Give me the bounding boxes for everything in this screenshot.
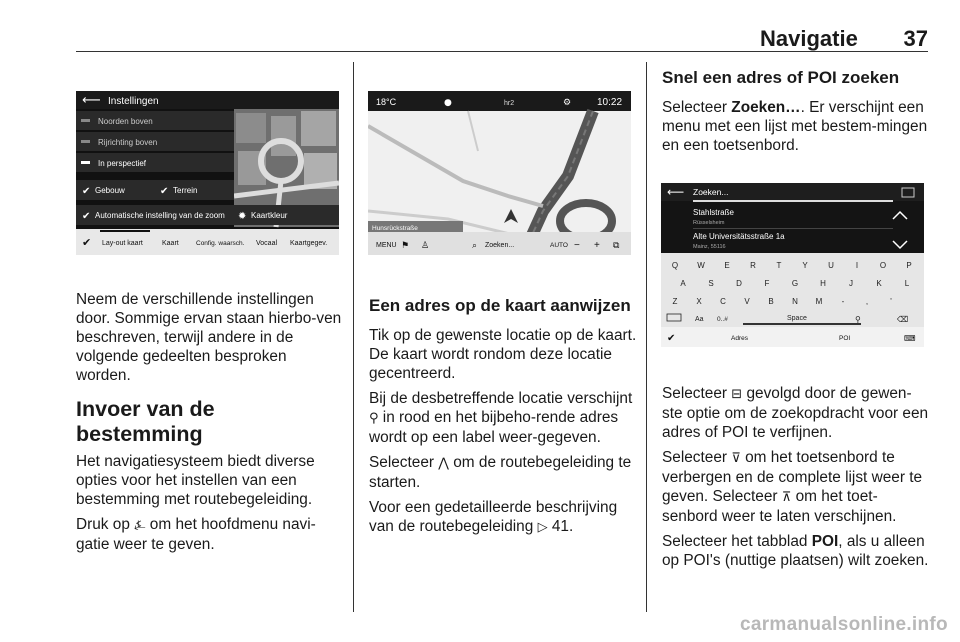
option-noorden-boven[interactable]: Noorden boven (98, 117, 153, 126)
sun-icon: ✹ (238, 211, 247, 222)
key-case[interactable]: Aa (695, 316, 704, 323)
header-rule (76, 51, 928, 52)
paragraph: Selecteer ⊽ om het toetsenbord te verbergen en de complete lijst weer te geven. Selecteer ⊼ om het toet-senbord weer te laten verschijnen. (662, 449, 923, 525)
column-3-top (662, 67, 930, 161)
settings-title: Instellingen (108, 96, 159, 107)
pin-icon: ⚲ (369, 411, 379, 426)
street-label: Hunsrückstraße (372, 225, 418, 232)
search-field[interactable]: Zoeken... (693, 187, 729, 197)
key[interactable]: R (750, 261, 756, 270)
key[interactable]: Y (802, 261, 808, 270)
filter-icon: ⊟ (731, 387, 743, 402)
search-button[interactable]: Zoeken... (485, 242, 515, 249)
key[interactable]: D (736, 279, 742, 288)
key[interactable]: W (697, 261, 705, 270)
person-icon[interactable]: ♙ (421, 241, 430, 251)
tab-poi[interactable]: POI (839, 335, 851, 342)
key[interactable]: S (708, 279, 714, 288)
tab-lay-out-kaart[interactable]: Lay-out kaart (102, 240, 143, 247)
zoom-in-icon[interactable]: + (594, 240, 600, 251)
paragraph: Selecteer Zoeken…. Er verschijnt een menu met een lijst met bestem-mingen en een toetsenbord. (662, 99, 928, 154)
confirm-check-icon[interactable]: ✔ (667, 333, 676, 344)
temperature: 18°C (376, 97, 397, 107)
key[interactable]: Q (671, 261, 679, 270)
column-3-bottom (662, 384, 932, 576)
hide-keyboard-icon: ⊽ (731, 451, 741, 466)
reference-arrow-icon: ▷ (537, 520, 548, 535)
key[interactable]: B (768, 297, 774, 306)
key[interactable]: - (841, 297, 845, 306)
search-icon[interactable]: ⌕ (472, 241, 478, 251)
column-divider-2 (646, 62, 647, 612)
paragraph: Tik op de gewenste locatie op de kaart. De kaart wordt rondom deze locatie gecentreerd. (369, 327, 637, 382)
paragraph: Selecteer het tabblad POI, als u alleen op POI's (nuttige plaatsen) wilt zoeken. (662, 533, 929, 569)
check-kaartkleur[interactable]: Kaartkleur (251, 211, 288, 220)
key[interactable]: E (724, 261, 730, 270)
check-terrein[interactable]: Terrein (173, 186, 198, 195)
search-screenshot (661, 183, 924, 347)
key[interactable]: P (906, 261, 912, 270)
key[interactable]: O (879, 261, 887, 270)
location-icon: ● (444, 98, 452, 108)
column-1 (76, 290, 344, 560)
column-divider-1 (353, 62, 354, 612)
result-place: Rüsselsheim (693, 220, 725, 226)
key[interactable]: L (904, 279, 910, 288)
tab-adres[interactable]: Adres (731, 335, 748, 342)
auto-button[interactable]: AUTO (550, 242, 568, 249)
key[interactable]: K (876, 279, 882, 288)
tab-kaart[interactable]: Kaart (162, 240, 179, 247)
page-number: 37 (903, 26, 928, 51)
paragraph: Het navigatiesysteem biedt diverse opties voor het instellen van een bestemming met routebegeleiding. (76, 453, 315, 508)
flag-icon[interactable]: ⚑ (401, 241, 410, 251)
paragraph: Neem de verschillende instellingen door. Sommige ervan staan hierbo-ven beschreven, terwijl andere in de volgende gedeelten besproken worden. (76, 291, 342, 384)
heading-invoer: Invoer van de bestemming (76, 397, 215, 446)
tab-vocaal[interactable]: Vocaal (256, 240, 278, 247)
paragraph: Bij de desbetreffende locatie verschijnt ⚲ in rood en het bijbeho-rende adres wordt op een label weer-gegeven. (369, 390, 633, 446)
tab-kaartgegev[interactable]: Kaartgegev. (290, 240, 328, 247)
key[interactable]: ' (890, 297, 892, 306)
result-name[interactable]: Alte Universitätsstraße 1a (693, 232, 785, 241)
gear-icon[interactable]: ⚙ (563, 98, 572, 108)
section-title: Navigatie (760, 26, 858, 51)
key[interactable]: A (680, 279, 686, 288)
key-space[interactable]: Space (787, 315, 807, 322)
clock: 10:22 (597, 97, 623, 108)
nav-menu-icon: ⍼ (134, 518, 146, 533)
check-gebouw[interactable]: Gebouw (95, 186, 125, 195)
option-in-perspectief[interactable]: In perspectief (98, 159, 147, 168)
result-place: Mainz, 55116 (693, 244, 726, 250)
heading-adres-kaart: Een adres op de kaart aanwijzen (369, 296, 631, 315)
paragraph: Voor een gedetailleerde beschrijving van de routebegeleiding ▷ 41. (369, 499, 618, 535)
key[interactable]: Z (672, 297, 678, 306)
option-rijrichting-boven[interactable]: Rijrichting boven (98, 138, 158, 147)
key[interactable]: J (849, 279, 853, 288)
result-name[interactable]: Stahlstraße (693, 208, 734, 217)
key[interactable]: , (865, 297, 869, 306)
paragraph: Druk op ⍼ om het hoofdmenu navi-gatie weer te geven. (76, 516, 316, 553)
back-arrow-icon[interactable]: ⟵ (667, 185, 685, 199)
zoom-out-icon[interactable]: − (574, 240, 580, 251)
key-numbers[interactable]: 0..# (717, 316, 728, 323)
key[interactable]: M (815, 297, 823, 306)
backspace-icon[interactable]: ⌫ (897, 315, 909, 324)
tab-config-waarsch[interactable]: Config. waarsch. (196, 240, 245, 247)
settings-screenshot (76, 91, 339, 255)
key[interactable]: G (791, 279, 799, 288)
key[interactable]: U (828, 261, 834, 270)
map-screenshot (368, 91, 631, 255)
key[interactable]: C (720, 297, 726, 306)
voice-icon[interactable]: ⚲ (855, 315, 861, 324)
hide-keyboard-icon[interactable]: ⌨ (904, 334, 916, 343)
heading-snel-zoeken: Snel een adres of POI zoeken (662, 68, 900, 87)
key[interactable]: I (855, 261, 859, 270)
key[interactable]: V (744, 297, 750, 306)
key[interactable]: H (820, 279, 826, 288)
center-label: hr2 (504, 100, 515, 107)
start-route-icon: ⋀ (438, 456, 449, 471)
show-keyboard-icon: ⊼ (781, 490, 792, 505)
back-arrow-icon[interactable]: ⟵ (82, 93, 101, 108)
menu-button[interactable]: MENU (376, 242, 397, 249)
route-icon[interactable]: ⧉ (613, 241, 620, 251)
watermark: carmanualsonline.info (740, 614, 948, 635)
key[interactable]: F (764, 279, 770, 288)
check-icon: ✔ (82, 186, 91, 197)
paragraph: Selecteer ⋀ om de routebegeleiding te starten. (369, 454, 632, 491)
key[interactable]: N (792, 297, 798, 306)
key[interactable]: X (696, 297, 702, 306)
check-auto-zoom[interactable]: Automatische instelling van de zoom (95, 211, 225, 220)
paragraph: Selecteer ⊟ gevolgd door de gewen-ste optie om de zoekopdracht voor een adres of POI te verfijnen. (662, 385, 929, 441)
check-icon: ✔ (82, 211, 91, 222)
column-2 (369, 295, 639, 543)
check-icon: ✔ (160, 186, 169, 197)
key[interactable]: T (776, 261, 782, 270)
confirm-check-icon[interactable]: ✔ (82, 236, 92, 249)
